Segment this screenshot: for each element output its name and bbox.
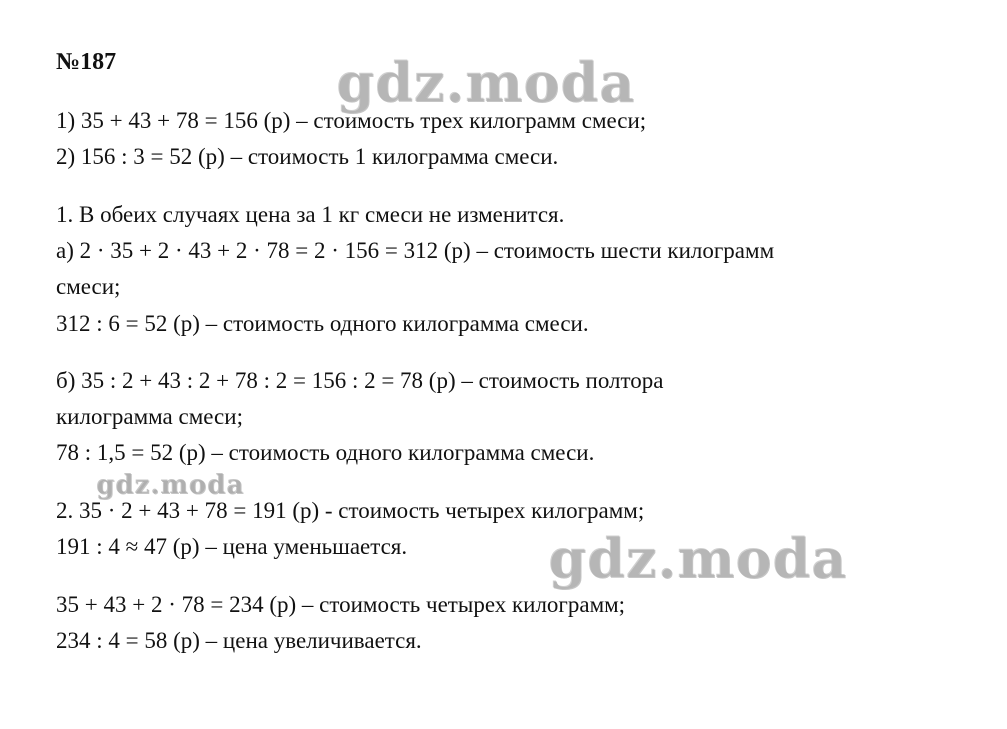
answer-2-line-1: 2. 35 · 2 + 43 + 78 = 191 (р) - стоимость четырех килограмм; (56, 498, 645, 523)
answer-1-heading: 1. В обеих случаях цена за 1 кг смеси не изменится. (56, 202, 565, 227)
answer-1a-line-1: а) 2 · 35 + 2 · 43 + 2 · 78 = 2 · 156 = 312 (р) – стоимость шести килограмм (56, 238, 775, 263)
answer-1a-line-2: смеси; (56, 274, 121, 299)
watermark-small: gdz.moda (96, 470, 245, 500)
answer-2-line-2: 191 : 4 ≈ 47 (р) – цена уменьшается. (56, 534, 408, 559)
answer-2-line-4: 234 : 4 = 58 (р) – цена увеличивается. (56, 628, 422, 653)
answer-1b-line-2: килограмма смеси; (56, 404, 243, 429)
problem-number: №187 (56, 49, 117, 75)
watermark-bottom: gdz.moda (548, 526, 847, 590)
step-2: 2) 156 : 3 = 52 (р) – стоимость 1 килограмма смеси. (56, 144, 559, 169)
answer-1b-line-3: 78 : 1,5 = 52 (р) – стоимость одного килограмма смеси. (56, 440, 595, 465)
answer-2-line-3: 35 + 43 + 2 · 78 = 234 (р) – стоимость четырех килограмм; (56, 592, 626, 617)
answer-1a-line-3: 312 : 6 = 52 (р) – стоимость одного килограмма смеси. (56, 311, 589, 336)
answer-1b-line-1: б) 35 : 2 + 43 : 2 + 78 : 2 = 156 : 2 = 78 (р) – стоимость полтора (56, 368, 664, 393)
step-1: 1) 35 + 43 + 78 = 156 (р) – стоимость трех килограмм смеси; (56, 108, 647, 133)
watermark-top: gdz.moda (336, 50, 635, 114)
